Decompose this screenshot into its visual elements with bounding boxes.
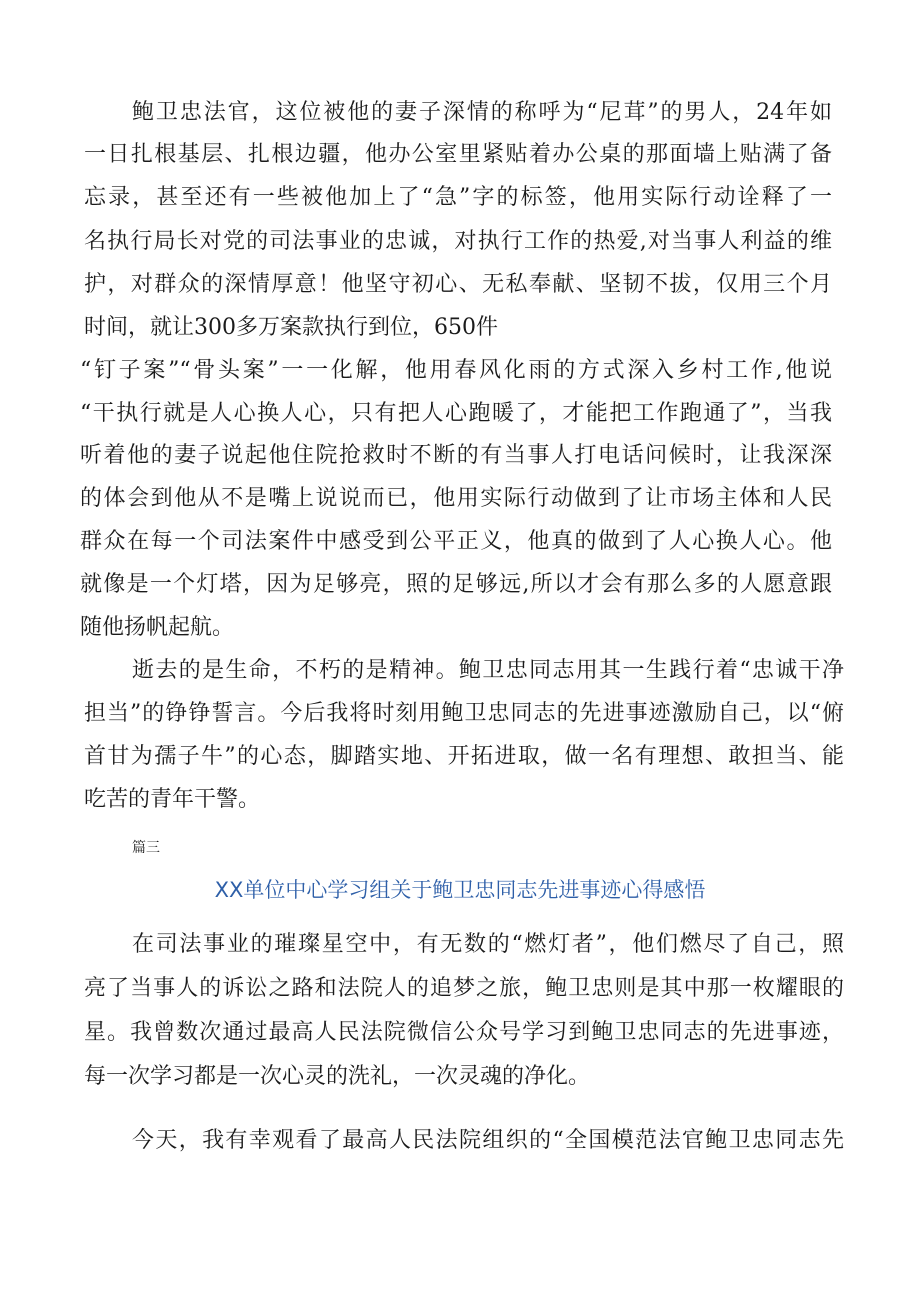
paragraph-line: 忘录，甚至还有一些被他加上了“急”字的标签，他用实际行动诠释了一 [84, 185, 832, 210]
paragraph-line: 群众在每一个司法案件中感受到公平正义，他真的做到了人心换人心。他 [80, 529, 832, 554]
paragraph-line: “钉子案”“骨头案”一一化解，他用春风化雨的方式深入乡村工作,他说 [80, 358, 832, 383]
paragraph-line: 鲍卫忠法官，这位被他的妻子深情的称呼为“尼茸”的男人，24年如 [132, 100, 832, 125]
paragraph-line: 时间，就让300多万案款执行到位，650件 [84, 315, 498, 340]
section-label: 篇三 [132, 840, 160, 856]
paragraph-line: 一日扎根基层、扎根边疆，他办公室里紧贴着办公桌的那面墙上贴满了备 [84, 142, 832, 167]
paragraph-line: 亮了当事人的诉讼之路和法院人的追梦之旅，鲍卫忠则是其中那一枚耀眼的 [84, 976, 844, 1001]
paragraph-line: 首甘为孺子牛”的心态，脚踏实地、开拓进取，做一名有理想、敢担当、能 [84, 744, 844, 769]
paragraph-line: “干执行就是人心换人心，只有把人心跑暖了，才能把工作跑通了”，当我 [80, 401, 832, 426]
paragraph-line: 今天，我有幸观看了最高人民法院组织的“全国模范法官鲍卫忠同志先 [132, 1128, 844, 1153]
paragraph-line: 星。我曾数次通过最高人民法院微信公众号学习到鲍卫忠同志的先进事迹， [84, 1020, 844, 1045]
paragraph-line: 每一次学习都是一次心灵的洗礼，一次灵魂的净化。 [84, 1064, 591, 1089]
paragraph-line: 名执行局长对党的司法事业的忠诚，对执行工作的热爱,对当事人利益的维 [84, 229, 832, 254]
paragraph-line: 随他扬帆起航。 [80, 615, 235, 640]
paragraph-line: 担当”的铮铮誓言。今后我将时刻用鲍卫忠同志的先进事迹激励自己，以“俯 [84, 701, 844, 726]
paragraph-line: 就像是一个灯塔，因为足够亮，照的足够远,所以才会有那么多的人愿意跟 [80, 572, 832, 597]
paragraph-line: 逝去的是生命，不朽的是精神。鲍卫忠同志用其一生践行着“忠诚干净 [132, 658, 844, 683]
paragraph-line: 吃苦的青年干警。 [84, 787, 261, 812]
paragraph-line: 听着他的妻子说起他住院抢救时不断的有当事人打电话问候时，让我深深 [80, 443, 832, 468]
section-title: XX单位中心学习组关于鲍卫忠同志先进事迹心得感悟 [214, 878, 706, 902]
paragraph-line: 护，对群众的深情厚意！他坚守初心、无私奉献、坚韧不拔，仅用三个月 [84, 272, 832, 297]
paragraph-line: 在司法事业的璀璨星空中，有无数的“燃灯者”，他们燃尽了自己，照 [132, 932, 844, 957]
paragraph-line: 的体会到他从不是嘴上说说而已，他用实际行动做到了让市场主体和人民 [80, 486, 832, 511]
